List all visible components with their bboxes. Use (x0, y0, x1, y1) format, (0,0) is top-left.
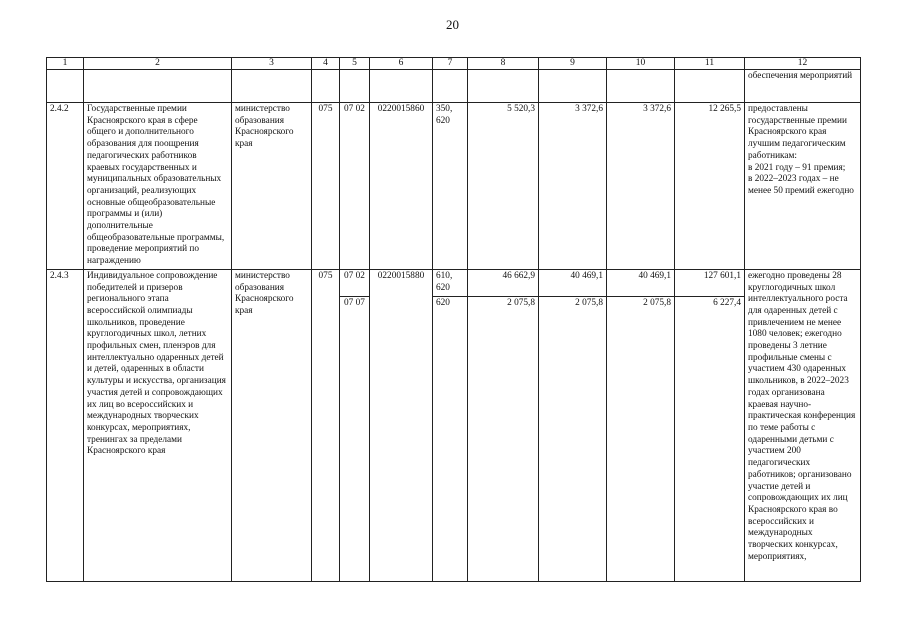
grbs-code: 075 (312, 269, 340, 581)
header-cell: 12 (745, 58, 861, 70)
amount-2022: 2 075,8 (539, 296, 607, 581)
budget-table (46, 57, 861, 582)
vr-code: 620 (433, 296, 468, 581)
csr-code: 0220015880 (370, 269, 433, 581)
header-cell: 3 (232, 58, 312, 70)
result-cell: ежегодно проведены 28 круглогодичных школ интеллектуального роста для одаренных детей с привлечением не менее 1080 человек; ежегодно проведены 3 летние профильные смены с участием 430 одаренных школьников, в 2022–2023 годах организована краевая научно-практическая конференция по теме работы с одаренными детьми с участием 200 педагогических работников; организовано участие детей и сопровождающих их лиц Красноярского края во всероссийских и международных творческих конкурсах, мероприятиях, (745, 269, 861, 581)
header-cell: 1 (47, 58, 84, 70)
executor: министерство образования Красноярского края (232, 269, 312, 581)
amount-total: 12 265,5 (675, 103, 745, 270)
header-row (47, 58, 861, 70)
result-line: предоставлены государственные премии Красноярского края лучшим педагогическим работникам: (748, 104, 847, 161)
header-cell: 6 (370, 58, 433, 70)
item-name: Индивидуальное сопровождение победителей и призеров регионального этапа всероссийской олимпиады школьников, проведение круглогодичных школ, летних профильных смен, пленэров для интеллектуально одаренных детей и детей, одаренных в области культуры и искусства, организация участия детей и сопровождающих их лиц во всероссийских и международных творческих конкурсах, мероприятиях, тренингах за пределами Красноярского края (84, 269, 232, 581)
amount-2023: 2 075,8 (607, 296, 675, 581)
header-cell: 7 (433, 58, 468, 70)
page-number: 20 (446, 17, 459, 32)
amount-2021: 2 075,8 (468, 296, 539, 581)
result-cell: обеспечения мероприятий (745, 70, 861, 103)
item-number: 2.4.2 (47, 103, 84, 270)
item-number: 2.4.3 (47, 269, 84, 581)
amount-total: 127 601,1 (675, 269, 745, 296)
header-cell: 2 (84, 58, 232, 70)
header-cell: 4 (312, 58, 340, 70)
header-cell: 10 (607, 58, 675, 70)
amount-2021: 5 520,3 (468, 103, 539, 270)
amount-2022: 40 469,1 (539, 269, 607, 296)
result-line: в 2021 году – 91 премия; (748, 162, 846, 173)
vr-code: 350, 620 (433, 103, 468, 270)
header-cell: 11 (675, 58, 745, 70)
header-cell: 9 (539, 58, 607, 70)
item-name: Государственные премии Красноярского края в сфере общего и дополнительного образования для поощрения педагогических работников краевых государственных и муниципальных образовательных организаций, реализующих основные общеобразовательные программы и (или) дополнительные общеобразовательные программы, проведение мероприятий по награждению (84, 103, 232, 270)
header-cell: 8 (468, 58, 539, 70)
header-cell: 5 (340, 58, 370, 70)
rzpr-code: 07 07 (340, 296, 370, 581)
rzpr-code: 07 02 (340, 103, 370, 270)
amount-2023: 3 372,6 (607, 103, 675, 270)
table-row-2-4-2 (47, 103, 861, 270)
table-row-continuation (47, 70, 861, 103)
result-line: в 2022–2023 годах – не менее 50 премий ежегодно (748, 174, 854, 196)
amount-2023: 40 469,1 (607, 269, 675, 296)
amount-total: 6 227,4 (675, 296, 745, 581)
vr-code: 610, 620 (433, 269, 468, 296)
csr-code: 0220015860 (370, 103, 433, 270)
amount-2022: 3 372,6 (539, 103, 607, 270)
table-row-2-4-3 (47, 269, 861, 296)
amount-2021: 46 662,9 (468, 269, 539, 296)
rzpr-code: 07 02 (340, 269, 370, 296)
grbs-code: 075 (312, 103, 340, 270)
result-cell (745, 103, 861, 270)
executor: министерство образования Красноярского края (232, 103, 312, 270)
